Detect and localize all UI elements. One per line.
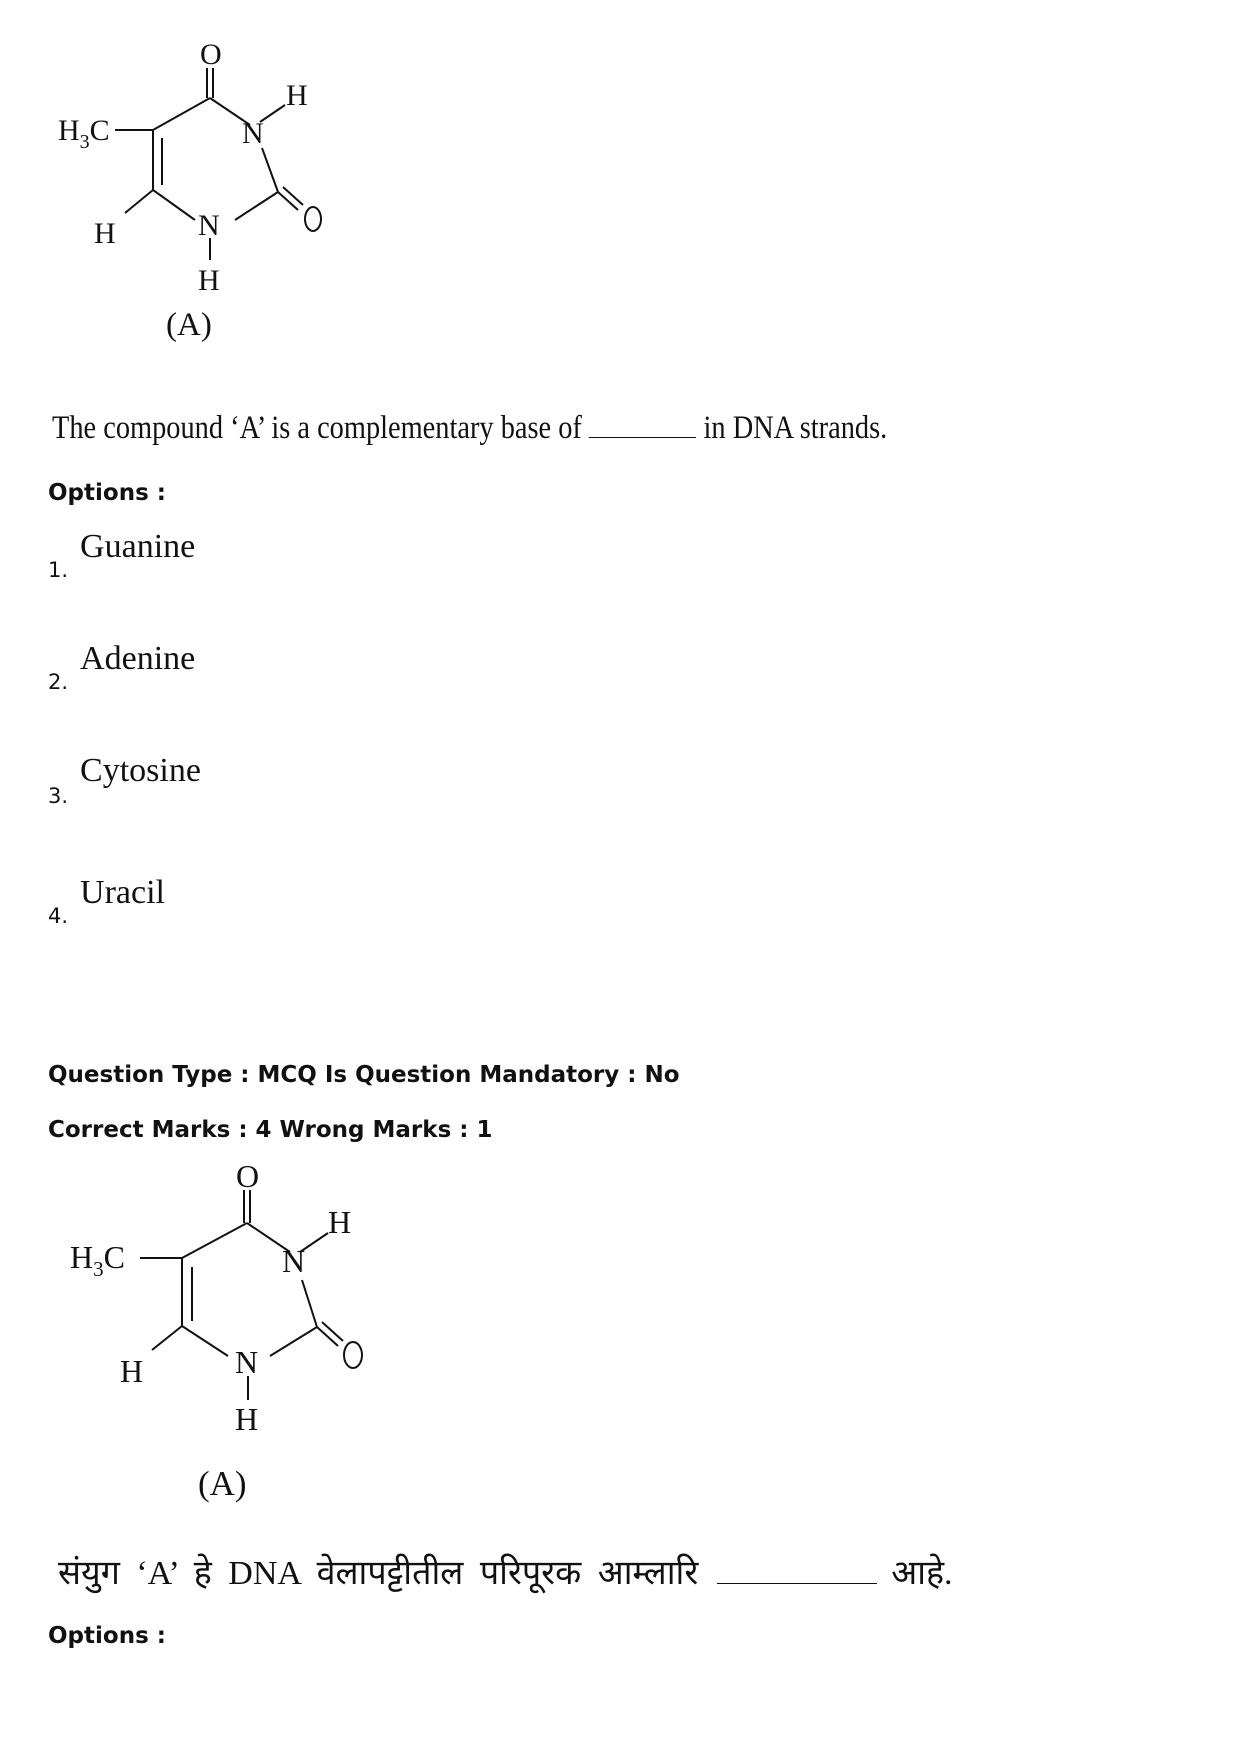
option-2[interactable] — [48, 640, 196, 694]
option-text: Uracil — [80, 874, 165, 911]
question-text — [52, 410, 887, 447]
option-3[interactable] — [48, 752, 201, 808]
option-1[interactable] — [48, 528, 196, 582]
marks-line: Correct Marks : 4 Wrong Marks : 1 — [48, 1117, 493, 1143]
nitrogen-atom-label: N — [242, 117, 264, 150]
methyl-group-label: $H_3C$ — [58, 114, 110, 153]
option-number: 3. — [48, 784, 69, 808]
structure-label: (A) — [198, 1464, 247, 1503]
question-text-before: The compound ‘A’ is a complementary base of — [52, 410, 582, 446]
nitrogen-atom-label: N — [198, 209, 220, 242]
thymine-structure-diagram — [50, 30, 350, 370]
nitrogen-atom-label: N — [235, 1344, 259, 1380]
question-text-before: संयुग ‘A’ हे DNA वेलापट्टीतील परिपूरक आम्लारि — [58, 1555, 699, 1592]
oxygen-atom-label: O — [236, 1160, 260, 1194]
option-number: 4. — [48, 904, 69, 928]
option-number: 1. — [48, 558, 69, 582]
option-text: Adenine — [80, 640, 196, 677]
hydrogen-atom-label: H — [198, 264, 220, 297]
hydrogen-atom-label: H — [120, 1353, 144, 1389]
oxygen-atom-label: O — [200, 38, 222, 71]
option-4[interactable] — [48, 874, 165, 928]
structure-label: (A) — [166, 307, 212, 343]
nitrogen-atom-label: N — [282, 1243, 306, 1279]
answer-blank — [589, 437, 697, 438]
option-text: Guanine — [80, 528, 196, 565]
question-text-marathi — [58, 1548, 953, 1594]
question-type-line: Question Type : MCQ Is Question Mandatory : No — [48, 1062, 680, 1088]
hydrogen-atom-label: H — [94, 217, 116, 250]
methyl-group-label: $H_3C$ — [70, 1239, 125, 1281]
hydrogen-atom-label: H — [328, 1204, 352, 1240]
options-label: Options : — [48, 1623, 166, 1649]
question-text-after: in DNA strands. — [703, 410, 888, 446]
option-number: 2. — [48, 670, 69, 694]
answer-blank — [717, 1583, 877, 1584]
thymine-structure-diagram — [62, 1160, 402, 1510]
hydrogen-atom-label: H — [235, 1401, 259, 1437]
hydrogen-atom-label: H — [286, 79, 308, 112]
option-text: Cytosine — [80, 752, 201, 789]
options-label: Options : — [48, 480, 166, 506]
question-text-after: आहे. — [891, 1555, 953, 1592]
